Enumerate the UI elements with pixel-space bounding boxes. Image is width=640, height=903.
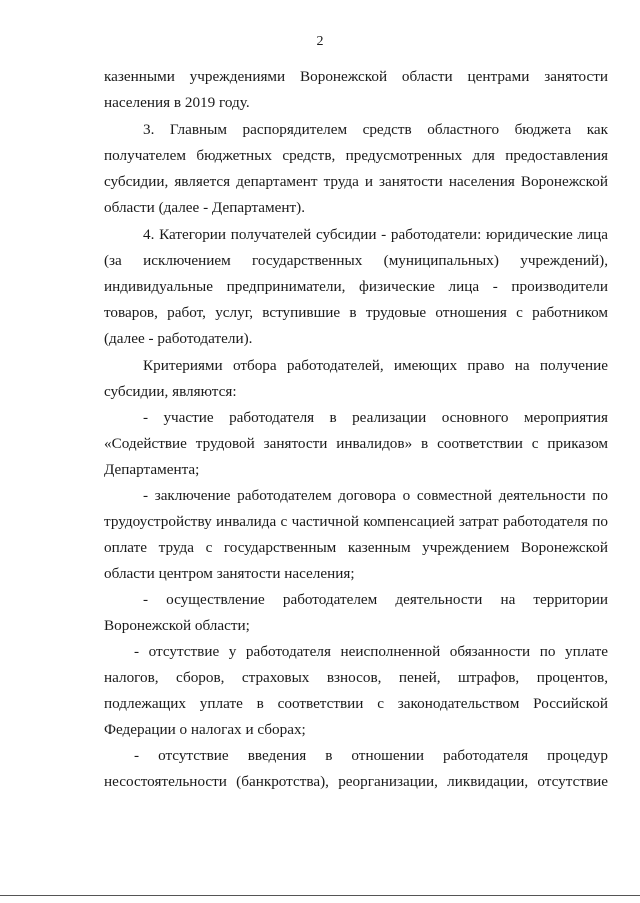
text-line: товаров, работ, услуг, вступившие в трудовые отношения с работником (104, 304, 608, 321)
text-line: Воронежской области; (104, 617, 250, 634)
text-line: казенными учреждениями Воронежской области центрами занятости (104, 68, 608, 85)
text-line: - отсутствие у работодателя неисполненной обязанности по уплате (134, 643, 608, 660)
text-line: области (далее - Департамент). (104, 199, 306, 216)
text-line: (за исключением государственных (муниципальных) учреждений), (104, 252, 608, 269)
text-line: области центром занятости населения; (104, 565, 355, 582)
text-line: - участие работодателя в реализации основного мероприятия (143, 409, 608, 426)
text-line: трудоустройству инвалида с частичной компенсацией затрат работодателя по (104, 513, 608, 530)
text-line: Федерации о налогах и сборах; (104, 721, 306, 738)
text-line: субсидии, является департамент труда и занятости населения Воронежской (104, 173, 608, 190)
text-line: Департамента; (104, 461, 200, 478)
text-line: подлежащих уплате в соответствии с законодательством Российской (104, 695, 608, 712)
text-line: налогов, сборов, страховых взносов, пеней, штрафов, процентов, (104, 669, 608, 686)
text-line: - осуществление работодателем деятельности на территории (143, 591, 608, 608)
page-number: 2 (316, 34, 324, 49)
text-line: - заключение работодателем договора о совместной деятельности по (143, 487, 608, 504)
text-line: населения в 2019 году. (104, 94, 250, 111)
text-line: (далее - работодатели). (104, 330, 253, 347)
text-line: Критериями отбора работодателей, имеющих право на получение (143, 357, 608, 374)
text-line: 3. Главным распорядителем средств областного бюджета как (143, 121, 608, 138)
text-line: «Содействие трудовой занятости инвалидов» в соответствии с приказом (104, 435, 608, 452)
page-bottom-edge (0, 895, 640, 896)
text-line: субсидии, являются: (104, 383, 237, 400)
text-line: оплате труда с государственным казенным учреждением Воронежской (104, 539, 608, 556)
text-line: - отсутствие введения в отношении работодателя процедур (134, 747, 608, 764)
text-line: индивидуальные предприниматели, физические лица - производители (104, 278, 608, 295)
text-line: 4. Категории получателей субсидии - работодатели: юридические лица (143, 226, 608, 243)
text-line: получателем бюджетных средств, предусмотренных для предоставления (104, 147, 608, 164)
text-line: несостоятельности (банкротства), реорганизации, ликвидации, отсутствие (104, 773, 608, 790)
